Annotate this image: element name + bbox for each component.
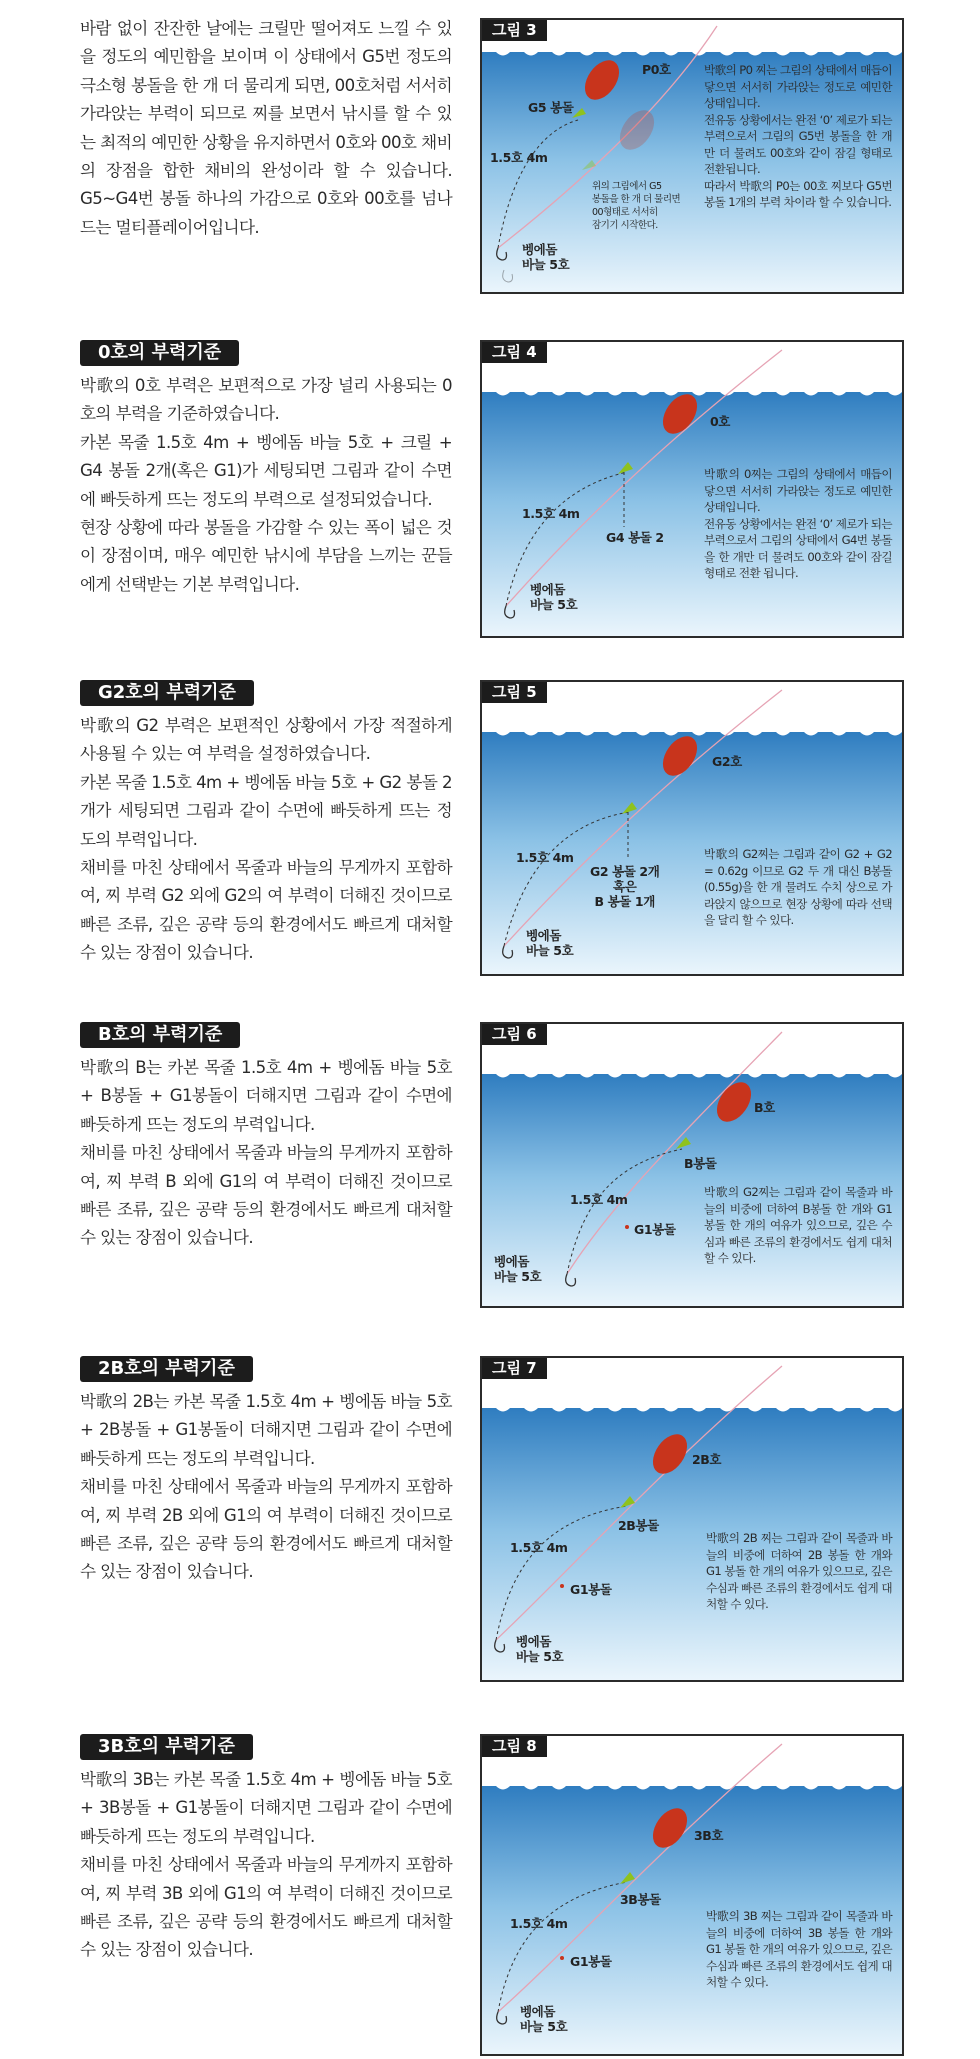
section-body: 박歌의 G2 부력은 보편적인 상황에서 가장 적절하게 사용될 수 있는 여 부력을 설정하였습니다. 카본 목줄 1.5호 4m + 벵에돔 바늘 5호 + G2 봉돌 2개가 세팅되면 그림과 같이 수면에 빠듯하게 뜨는 정도의 부력입니다. 채비를 마친 상태에서 목줄과 바늘의 무게까지 포함하여, 찌 부력 G2 외에 G2의 여 부력이 더해진 것이므로 빠른 조류, 깊은 공략 등의 환경에서도 빠르게 대처할 수 있는 장점이 있습니다.	[80, 716, 452, 963]
section-heading: B호의 부력기준	[80, 1022, 240, 1048]
figure-title: 그림 7	[482, 1358, 547, 1379]
figure-description: 박歌의 P0 찌는 그림의 상태에서 매듭이 닿으면 서서히 가라앉는 정도로 예민한 상태입니다. 전유동 상황에서는 완전 ‘0’ 제로가 되는 부력으로서 그림의 G5번 봉돌을 한 개만 더 물려도 00호와 같이 잠길 형태로 전환됩니다. 따라서 박歌의 P0는 00호 찌보다 G5번 봉돌 1개의 부력 차이라 할 수 있습니다.	[704, 63, 892, 209]
sinker2-label: G1봉돌	[634, 1222, 676, 1237]
section-heading: G2호의 부력기준	[80, 680, 254, 706]
section-text	[80, 1356, 452, 1587]
sinker-label: 2B봉돌	[618, 1518, 659, 1533]
figure-8	[480, 1734, 904, 2056]
hook-label: 벵에돔 바늘 5호	[516, 1634, 564, 1664]
section-text	[80, 15, 452, 242]
sinker2-icon	[560, 1956, 564, 1960]
figure-title: 그림 4	[482, 342, 547, 363]
line-label: 1.5호 4m	[516, 850, 574, 865]
figure-5	[480, 680, 904, 976]
figure-description: 박歌의 0찌는 그림의 상태에서 매듭이 닿으면 서서히 가라앉는 정도로 예민한 상태입니다. 전유동 상황에서는 완전 ‘0’ 제로가 되는 부력으로서 그림의 상태에서 G4번 봉돌을 한 개만 더 물려도 00호와 같이 잠길 형태로 전환 됩니다.	[704, 467, 892, 580]
hook-label: 벵에돔 바늘 5호	[530, 582, 578, 612]
hook-label: 벵에돔 바늘 5호	[522, 242, 570, 272]
float-label: P0호	[642, 62, 671, 77]
sinker2-icon	[560, 1584, 564, 1588]
sinker-label: 3B봉돌	[620, 1892, 661, 1907]
sinker-label: B봉돌	[684, 1156, 717, 1171]
section-body: 박歌의 B는 카본 목줄 1.5호 4m + 벵에돔 바늘 5호 + B봉돌 + G1봉돌이 더해지면 그림과 같이 수면에 빠듯하게 뜨는 정도의 부력입니다. 채비를 마친 상태에서 목줄과 바늘의 무게까지 포함하여, 찌 부력 B 외에 G1의 여 부력이 더해진 것이므로 빠른 조류, 깊은 공략 등의 환경에서도 빠르게 대처할 수 있는 장점이 있습니다.	[80, 1058, 452, 1248]
section-body: 박歌의 0호 부력은 보편적으로 가장 널리 사용되는 0호의 부력을 기준하였습니다. 카본 목줄 1.5호 4m + 벵에돔 바늘 5호 + 크릴 + G4 봉돌 2개(혹은 G1)가 세팅되면 그림과 같이 수면에 빠듯하게 뜨는 정도의 부력으로 설정되었습니다. 현장 상황에 따라 봉돌을 가감할 수 있는 폭이 넓은 것이 장점이며, 매우 예민한 낚시에 부담을 느끼는 꾼들에게 선택받는 기본 부력입니다.	[80, 376, 452, 594]
figure-title: 그림 5	[482, 682, 547, 703]
line-label: 1.5호 4m	[510, 1540, 568, 1555]
float-label: 3B호	[694, 1828, 724, 1843]
section-heading: 2B호의 부력기준	[80, 1356, 253, 1382]
line-label: 1.5호 4m	[510, 1916, 568, 1931]
sinker-label: G4 봉돌 2	[606, 530, 664, 545]
figure-description: 박歌의 3B 찌는 그림과 같이 목줄과 바늘의 비중에 더하여 3B 봉돌 한 개와 G1 봉돌 한 개의 여유가 있으므로, 깊은 수심과 빠른 조류의 환경에서도 쉽게 대처할 수 있다.	[706, 1909, 892, 1989]
figure-title: 그림 6	[482, 1024, 547, 1045]
section-text	[80, 1022, 452, 1253]
sinker-label: G5 봉돌	[528, 100, 574, 115]
hook-label: 벵에돔 바늘 5호	[526, 928, 574, 958]
line-label: 1.5호 4m	[522, 506, 580, 521]
sinker-label: G2 봉돌 2개 혹은 B 봉돌 1개	[590, 864, 660, 909]
sinker2-icon	[625, 1225, 629, 1229]
float-label: G2호	[712, 754, 742, 769]
float-label: 2B호	[692, 1452, 722, 1467]
float-label: B호	[754, 1100, 775, 1115]
sinker2-label: G1봉돌	[570, 1582, 612, 1597]
section-heading: 0호의 부력기준	[80, 340, 239, 366]
section-body: 박歌의 3B는 카본 목줄 1.5호 4m + 벵에돔 바늘 5호 + 3B봉돌 + G1봉돌이 더해지면 그림과 같이 수면에 빠듯하게 뜨는 정도의 부력입니다. 채비를 마친 상태에서 목줄과 바늘의 무게까지 포함하여, 찌 부력 3B 외에 G1의 여 부력이 더해진 것이므로 빠른 조류, 깊은 공략 등의 환경에서도 빠르게 대처할 수 있는 장점이 있습니다.	[80, 1770, 452, 1960]
figure-title: 그림 8	[482, 1736, 547, 1757]
section-body: 바람 없이 잔잔한 날에는 크릴만 떨어져도 느낄 수 있을 정도의 예민함을 보이며 이 상태에서 G5번 정도의 극소형 봉돌을 한 개 더 물리게 되면, 00호처럼 서서히 가라앉는 부력이 되므로 찌를 보면서 낚시를 할 수 있는 최적의 예민한 상황을 유지하면서 0호와 00호 채비의 장점을 합한 채비의 완성이라 할 수 있습니다. G5~G4번 봉돌 하나의 가감으로 0호와 00호를 넘나드는 멀티플레이어입니다.	[80, 19, 452, 237]
section-text	[80, 1734, 452, 1965]
line-label: 1.5호 4m	[570, 1192, 628, 1207]
section-heading: 3B호의 부력기준	[80, 1734, 253, 1760]
figure-4	[480, 340, 904, 638]
line-label: 1.5호 4m	[490, 150, 548, 165]
section-text	[80, 680, 452, 968]
hook-label: 벵에돔 바늘 5호	[494, 1254, 542, 1284]
sinker2-label: G1봉돌	[570, 1954, 612, 1969]
figure-3	[480, 18, 904, 294]
figure-7	[480, 1356, 904, 1682]
figure-description: 박歌의 G2찌는 그림과 같이 G2 + G2 = 0.62g 이므로 G2 두 개 대신 B봉돌(0.55g)을 한 개 물려도 수치 상으로 가라앉지 않으므로 현장 상황에 따라 선택을 달리 할 수 있다.	[704, 847, 892, 927]
section-body: 박歌의 2B는 카본 목줄 1.5호 4m + 벵에돔 바늘 5호 + 2B봉돌 + G1봉돌이 더해지면 그림과 같이 수면에 빠듯하게 뜨는 정도의 부력입니다. 채비를 마친 상태에서 목줄과 바늘의 무게까지 포함하여, 찌 부력 2B 외에 G1의 여 부력이 더해진 것이므로 빠른 조류, 깊은 공략 등의 환경에서도 빠르게 대처할 수 있는 장점이 있습니다.	[80, 1392, 452, 1582]
figure-title: 그림 3	[482, 20, 547, 41]
figure-description: 박歌의 2B 찌는 그림과 같이 목줄과 바늘의 비중에 더하여 2B 봉돌 한 개와 G1 봉돌 한 개의 여유가 있으므로, 깊은 수심과 빠른 조류의 환경에서도 쉽게 대처할 수 있다.	[706, 1531, 892, 1611]
figure-note: 위의 그림에서 G5 봉돌을 한 개 더 물리면 00형태로 서서히 잠기기 시작한다.	[592, 181, 681, 231]
hook-label: 벵에돔 바늘 5호	[520, 2004, 568, 2034]
section-text	[80, 340, 452, 599]
float-label: 0호	[710, 414, 730, 429]
figure-6	[480, 1022, 904, 1308]
figure-illustration	[482, 1358, 902, 1680]
figure-description: 박歌의 G2찌는 그림과 같이 목줄과 바늘의 비중에 더하여 B봉돌 한 개와 G1봉돌 한 개의 여유가 있으므로, 깊은 수심과 빠른 조류의 환경에서도 쉽게 대처할 수 있다.	[704, 1185, 892, 1265]
